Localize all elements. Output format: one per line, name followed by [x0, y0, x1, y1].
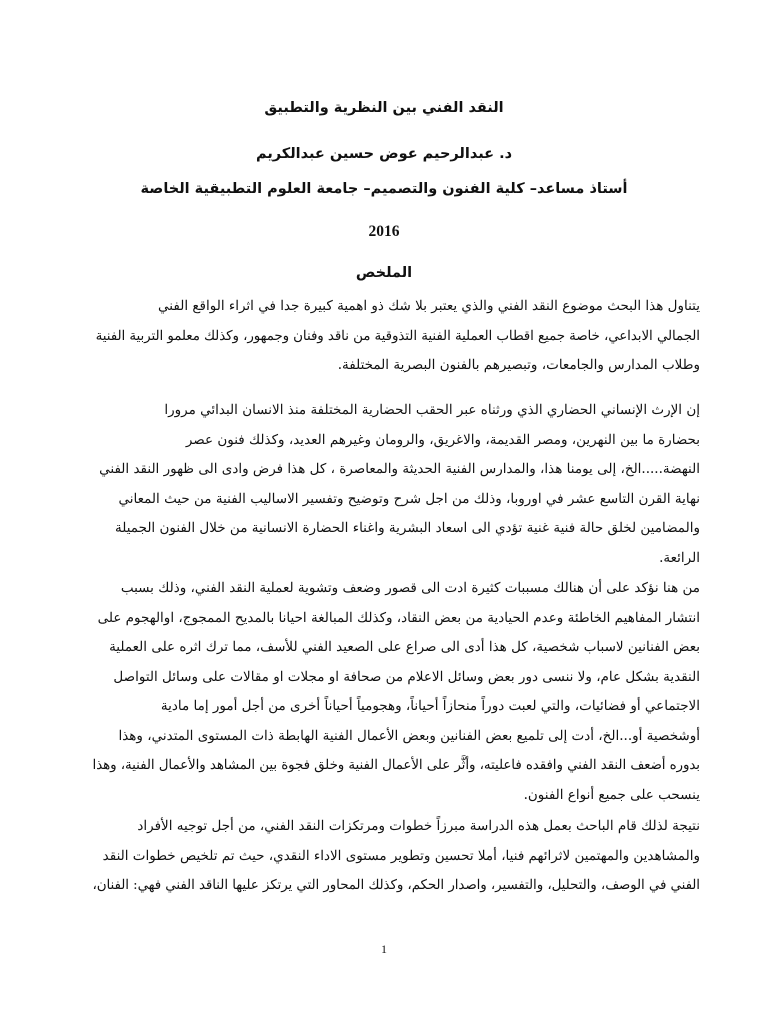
- paragraph-line: الاجتماعي أو فضائيات، والتي لعبت دوراً منحازاً أحياناً، وهجومياً أحياناً أخرى من أجل أمور إما مادية: [160, 698, 700, 714]
- publication-year: 2016: [368, 223, 400, 240]
- paragraph-line: نتيجة لذلك قام الباحث بعمل هذه الدراسة مبرزاً خطوات ومرتكزات النقد الفني، من أجل توجيه الأفراد: [137, 818, 700, 834]
- paragraph-line: الفني في الوصف، والتحليل، والتفسير، واصدار الحكم، وكذلك المحاور التي يرتكز عليها الناقد الفني فهي: الفنان،: [92, 878, 700, 893]
- paragraph-line: يتناول هذا البحث موضوع النقد الفني والذي يعتبر بلا شك ذو اهمية كبيرة جدا في اثراء الواقع الفني: [158, 298, 700, 314]
- paragraph-line: انتشار المفاهيم الخاطئة وعدم الحيادية من بعض النقاد، وكذلك المبالغة احيانا بالمديح الممجوج، اوالهجوم على: [97, 609, 700, 626]
- paragraph-line: النقدية بشكل عام، ولا ننسى دور بعض وسائل الاعلام من صحافة او مجلات او مقالات على وسائل التواصل: [113, 668, 700, 685]
- paragraph-line: والمشاهدين والمهتمين لاثرائهم فنيا، أملا تحسين وتطوير مستوى الاداء النقدي، حيث تم تلخيص خطوات النقد: [102, 847, 700, 864]
- paragraph-line: النهضة.....الخ، إلى يومنا هذا، والمدارس الفنية الحديثة والمعاصرة ، كل هذا فرض وادى الى ظهور النقد الفني: [99, 461, 700, 477]
- paragraph-line: ينسحب على جميع أنواع الفنون.: [523, 786, 700, 803]
- paragraph-line: والمضامين لخلق حالة فنية غنية تؤدي الى اسعاد البشرية واغناء الحضارة الانسانية من خلال الفنون الجميلة: [115, 520, 700, 536]
- paragraph-line: إن الإرث الإنساني الحضاري الذي ورثناه عبر الحقب الحضارية المختلفة منذ الانسان البدائي مرورا: [164, 402, 700, 418]
- abstract-heading: الملخص: [355, 265, 413, 281]
- abstract-paragraph-3: [92, 574, 700, 810]
- author-affiliation: أستاذ مساعد– كلية الفنون والتصميم– جامعة العلوم التطبيقية الخاصة: [140, 181, 628, 197]
- paragraph-line: نهاية القرن التاسع عشر في اوروبا، وذلك من اجل شرح وتوضيح وتفسير الاساليب الفنية من حيث المعاني: [118, 490, 700, 507]
- author-name: د. عبدالرحيم عوض حسين عبدالكريم: [255, 146, 513, 162]
- paragraph-line: الجمالي الابداعي، خاصة جميع اقطاب العملية الفنية التذوقية من ناقد وفنان وجمهور، وكذلك معلمو التربية الفنية: [95, 328, 700, 344]
- paragraph-line: بعض الفنانين لاسباب شخصية، كل هذا أدى الى صراع على الصعيد الفني للأسف، مما ترك اثره على العملية: [109, 639, 700, 655]
- document-title: النقد الفني بين النظرية والتطبيق: [264, 100, 504, 116]
- page-number: 1: [381, 942, 387, 956]
- abstract-paragraph-2: [92, 396, 700, 573]
- paragraph-line: من هنا نؤكد على أن هنالك مسببات كثيرة ادت الى قصور وضعف وتشوية لعملية النقد الفني، وذلك بسبب: [120, 580, 700, 596]
- abstract-paragraph-4: [92, 812, 700, 901]
- abstract-paragraph-1: [92, 292, 700, 381]
- paragraph-line: بحضارة ما بين النهرين، ومصر القديمة، والاغريق، والرومان وغيرهم العديد، وكذلك فنون عصر: [185, 431, 700, 448]
- paragraph-line: أوشخصية أو...الخ، أدت إلى تلميع بعض الفنانين وبعض الأعمال الفنية الهابطة ذات المستوى المتدني، وهذا: [118, 727, 700, 744]
- paragraph-line: الرائعة.: [659, 549, 700, 566]
- paragraph-line: بدوره أضعف النقد الفني وافقده فاعليته، وأثَّر على الأعمال الفنية وخلق فجوة بين المشاهد والأعمال الفنية، وهذا: [92, 758, 700, 773]
- paragraph-line: وطلاب المدارس والجامعات، وتبصيرهم بالفنون البصرية المختلفة.: [337, 357, 700, 373]
